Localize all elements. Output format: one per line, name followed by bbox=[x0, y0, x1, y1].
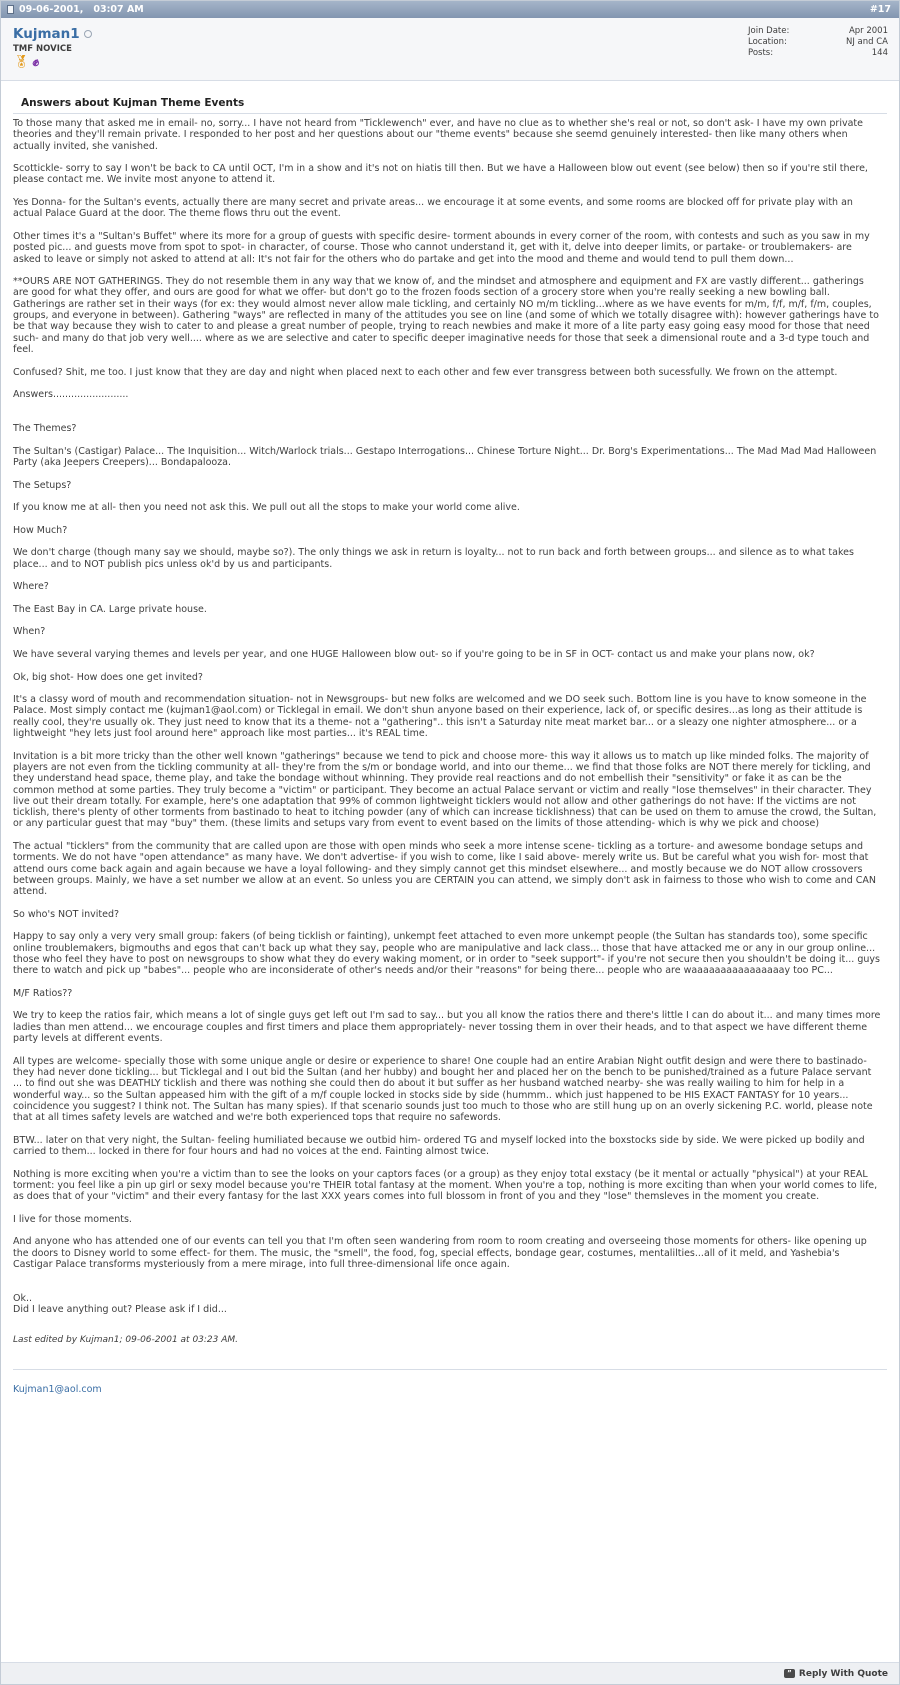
paragraph: To those many that asked me in email- no, sorry... I have not heard from "Ticklewench" ever, and have no clue as to whether she's real or not, so don't ask- I have my own private theories and they'll remain private. I responded to her post and her questions about our "theme events" because she seemd genuinely interested- then like many others when actually invited, she vanished. bbox=[13, 118, 863, 152]
paragraph: Happy to say only a very very small group: fakers (of being ticklish or fainting), unkempt feet attached to even more unkempt people (the Sultan has standards too), some specific online troublemakers, bigmouths and egos that can't back up what they say, people who are manipulative and lack class... those that have attacked me or any in our group online... those who feel they have to post on newsgroups to show what they do every waking moment, or in order to "seek support"- if you're not secure then you shouldn't be doing it... guys there to watch and pick up "babes"... people who are inconsiderate of other's needs and/or their "reasons" for being there... people who are waaaaaaaaaaaaaaaay too PC... bbox=[13, 931, 880, 977]
paragraph: Did I leave anything out? Please ask if I did... bbox=[13, 1304, 227, 1316]
join-date-value: Apr 2001 bbox=[848, 26, 888, 36]
reply-with-quote-label: Reply With Quote bbox=[798, 1668, 888, 1679]
user-stats bbox=[748, 26, 888, 58]
paragraph: All types are welcome- specially those with some unique angle or desire or experience to share! One couple had an entire Arabian Night outfit design and were there to bastinado- they had never done tickling... but Ticklegal and I out bid the Sultan (and her hubby) and bought her and placed her on the bench to be punished/trained as a future Palace servant ... to find out she was DEATHLY ticklish and there was nothing she could then do about it but suffer as her husband watched nearby- she was really wailing to him for help in a wonderful way... so the Sultan appeased him with the gift of a m/f couple locked in stocks side by side (hummm.. which just happened to be HIS EXACT FANTASY for 10 years... coincidence you suggest? I think not. The Sultan has many spies). If that scenario sounds just too much to those who are still hung up on an overly sickening P.C. world, please note that at all times safety levels are watched and we're both experienced tops that require no safewords. bbox=[13, 1055, 873, 1124]
paragraph: Other times it's a "Sultan's Buffet" where its more for a group of guests with specific desire- torment abounds in every corner of the room, with contests and such as you saw in my posted pic... and guests move from spot to spot- in character, of course. Those who cannot understand it, get with it, delve into deeper limits, or partake- or troublemakers- are asked to leave or simply not asked to attend at all: It's not fair for the others who do partake and get into the mood and theme and would tend to pull them down... bbox=[13, 230, 870, 265]
paragraph: Ok.. bbox=[13, 1292, 33, 1304]
fist-icon: ✊︎ bbox=[32, 55, 40, 69]
paragraph: **OURS ARE NOT GATHERINGS. They do not resemble them in any way that we know of, and the mindset and atmosphere and equipment and FX are vastly different... gatherings are good for what they offer, and ours are good for what we offer- but don't go to the frozen foods section of a grocery store when you're really seeking a new bowling ball. Gatherings are rather set in their ways (for ex: they would almost never allow male tickling, and certainly NO m/m tickling...where as we have events for m/m, f/f, m/f, f/m, couples, groups, and everyone in between). Gathering "ways" are reflected in many of the attitudes you see on line (and some of which we totally disagree with): however gatherings have to be that way because they wish to cater to and please a great number of people, trying to reach newbies and make it more of a lite party easy going easy mood for those that need such- and many do that job very well.... where as we are selective and cater to specific deeper imaginative needs for those that seek a dimensional route and a 3-d type touch and feel. bbox=[13, 276, 879, 355]
post-document-icon bbox=[7, 5, 14, 14]
paragraph: Invitation is a bit more tricky than the other well known "gatherings" because we tend to pick and choose more- this way it allows us to match up like minded folks. The majority of players are not even from the tickling community at all- they're from the s/m or bondage world, and into our theme... we find that those folks are NOT there merely for tickling, and they understand head space, theme play, and take the bondage without whinning. They provide real reactions and do not embellish their "sensitivity" or fake it as can be the common method at some parties. They truly become a "victim" or participant. They become an actual Palace servant or victim and really "lose themselves" in their character. They live out their dream totally. For example, here's one adaptation that 99% of common lightweight ticklers would not allow and other gatherings do not have: If the victims are not ticklish, there's plenty of other torments from bastinado to heat to itching powder (any of which can increase ticklishness) that can be used on them to amuse the crowd, the Sultan, or any particular guest that may "buy" them. (these limits and setups vary from event to event based on the limits of those attending- which is why we pick and choose) bbox=[13, 750, 877, 830]
paragraph: So who's NOT invited? bbox=[13, 908, 120, 920]
paragraph: The Themes? bbox=[13, 423, 77, 435]
user-badges bbox=[13, 56, 39, 69]
post-header bbox=[1, 1, 899, 18]
paragraph: The East Bay in CA. Large private house. bbox=[13, 603, 207, 615]
last-edited-note: Last edited by Kujman1; 09-06-2001 at 03:23 AM. bbox=[13, 1335, 239, 1346]
paragraph: BTW... later on that very night, the Sultan- feeling humiliated because we outbid him- ordered TG and myself locked into the boxstocks side by side. We were picked up bodily and carried to them... locked in there for four hours and had no voices at the end. Fainting almost twice. bbox=[13, 1134, 865, 1158]
signature-email-link[interactable]: Kujman1@aol.com bbox=[13, 1384, 102, 1396]
signature bbox=[13, 1384, 887, 1395]
post-date: 09-06-2001, bbox=[19, 4, 84, 15]
post-message bbox=[13, 118, 887, 1315]
post-body bbox=[1, 81, 899, 1395]
offline-status-icon bbox=[84, 30, 92, 38]
user-info-bar bbox=[1, 18, 899, 81]
paragraph: The Setups? bbox=[13, 479, 72, 491]
post-title: Answers about Kujman Theme Events bbox=[13, 97, 887, 114]
paragraph: We have several varying themes and levels per year, and one HUGE Halloween blow out- so if you're going to be in SF in OCT- contact us and make your plans now, ok? bbox=[13, 648, 815, 660]
paragraph: And anyone who has attended one of our events can tell you that I'm often seen wandering from room to room creating and overseeing those moments for others- like opening up the doors to Disney world to some effect- for them. The music, the "smell", the food, fog, special effects, bondage gear, costumes, mentalilties...all of it meld, and Yashebia's Castigar Palace transforms mysteriously from a mere mirage, into full three-dimensional life once again. bbox=[13, 1236, 867, 1270]
paragraph: M/F Ratios?? bbox=[13, 987, 73, 999]
paragraph: Where? bbox=[13, 581, 49, 593]
medal-icon: 🏅︎ bbox=[13, 55, 30, 70]
location-label: Location: bbox=[748, 37, 787, 47]
quote-icon: ” bbox=[784, 1669, 795, 1678]
paragraph: We don't charge (though many say we should, maybe so?). The only things we ask in return is loyalty... not to run back and forth between groups... and silence as to what takes place... and to NOT publish pics unless ok'd by us and participants. bbox=[13, 547, 854, 570]
user-title: TMF NOVICE bbox=[13, 44, 72, 54]
post-footer bbox=[1, 1662, 899, 1684]
paragraph: Confused? Shit, me too. I just know that they are day and night when placed next to each other and few ever transgress between both sucessfully. We frown on the attempt. bbox=[13, 366, 838, 378]
paragraph: Yes Donna- for the Sultan's events, actually there are many secret and private areas... we encourage it at some events, and some rooms are blocked off for private play with an actual Palace Guard at the door. The theme flows thru out the event. bbox=[13, 197, 853, 220]
paragraph: If you know me at all- then you need not ask this. We pull out all the stops to make your world come alive. bbox=[13, 502, 520, 514]
paragraph: It's a classy word of mouth and recommendation situation- not in Newsgroups- but new folks are welcomed and we DO seek such. Bottom line is you have to know someone in the Palace. Most simply contact me (kujman1@aol.com) or Ticklegal in email. We don't shun anyone based on their experience, lack of, or specific desires...as long as their attitude is really cool, they're usually ok. They just need to know that its a theme- not a "gathering".. this isn't a Saturday nite meat market bar... or a sleazy one nighter atmosphere... or a lightweight "hey lets just fool around here" approach like most parties... it's REAL time. bbox=[13, 694, 867, 740]
post-number-link[interactable]: #17 bbox=[869, 4, 891, 15]
reply-with-quote-button[interactable] bbox=[784, 1669, 888, 1679]
join-date-label: Join Date: bbox=[748, 26, 790, 36]
paragraph: The actual "ticklers" from the community that are called upon are those with open minds who seek a more intense scene- tickling as a torture- and awesome bondage setups and torments. We do not have "open attendance" as many have. We don't advertise- if you wish to come, like I said above- merely write us. But be careful what you wish for- most that attend ours come back again and again because we have a loyal following- and they simply cannot get this mindset elsewhere... and mostly because we do NOT allow crossovers between groups. Mainly, we have a set number we allow at an event. So unless you are CERTAIN you can attend, we simply don't ask in fairness to those who wish to come and CAN attend. bbox=[13, 841, 877, 898]
post-time: 03:07 AM bbox=[93, 4, 144, 15]
paragraph: I live for those moments. bbox=[13, 1213, 132, 1225]
location-value: NJ and CA bbox=[845, 37, 888, 47]
posts-value: 144 bbox=[871, 48, 888, 58]
paragraph: We try to keep the ratios fair, which means a lot of single guys get left out I'm sad to say... but you all know the ratios there and there's little I can do about it... and many times more ladies than men attend... we encourage couples and first timers and place them appropriately- never tossing them in over their heads, and to that aspect we have different theme party levels at different events. bbox=[13, 1010, 881, 1045]
paragraph: Nothing is more exciting when you're a victim than to see the looks on your captors faces (or a group) as they enjoy total exstacy (be it mental or actually "physical") at your REAL torment: you feel like a pin up girl or sexy model because you're THEIR total fantasy at the moment. When you're a top, nothing is more exciting than when your world comes to life, as does that of your "victim" and their every fantasy for the last XXX years comes into full blossom in front of you and they "lose" themsleves in the moment you create. bbox=[13, 1168, 878, 1203]
paragraph: When? bbox=[13, 626, 46, 638]
paragraph: Scottickle- sorry to say I won't be back to CA until OCT, I'm in a show and it's not on hiatis till then. But we have a Halloween blow out event (see below) then so if you're stil there, please contact me. We invite most anyone to attend it. bbox=[13, 163, 868, 186]
username-link[interactable]: Kujman1 bbox=[13, 26, 92, 42]
paragraph: How Much? bbox=[13, 524, 68, 536]
signature-divider bbox=[13, 1369, 887, 1370]
paragraph: Ok, big shot- How does one get invited? bbox=[13, 671, 203, 683]
posts-label: Posts: bbox=[748, 48, 774, 58]
paragraph: The Sultan's (Castigar) Palace... The Inquisition... Witch/Warlock trials... Gestapo Interrogations... Chinese Torture Night... Dr. Borg's Experimentations... The Mad Mad Mad Halloween Party (aka Jeepers Creepers)... Bondapalooza. bbox=[13, 445, 877, 468]
paragraph: Answers......................... bbox=[13, 389, 129, 401]
